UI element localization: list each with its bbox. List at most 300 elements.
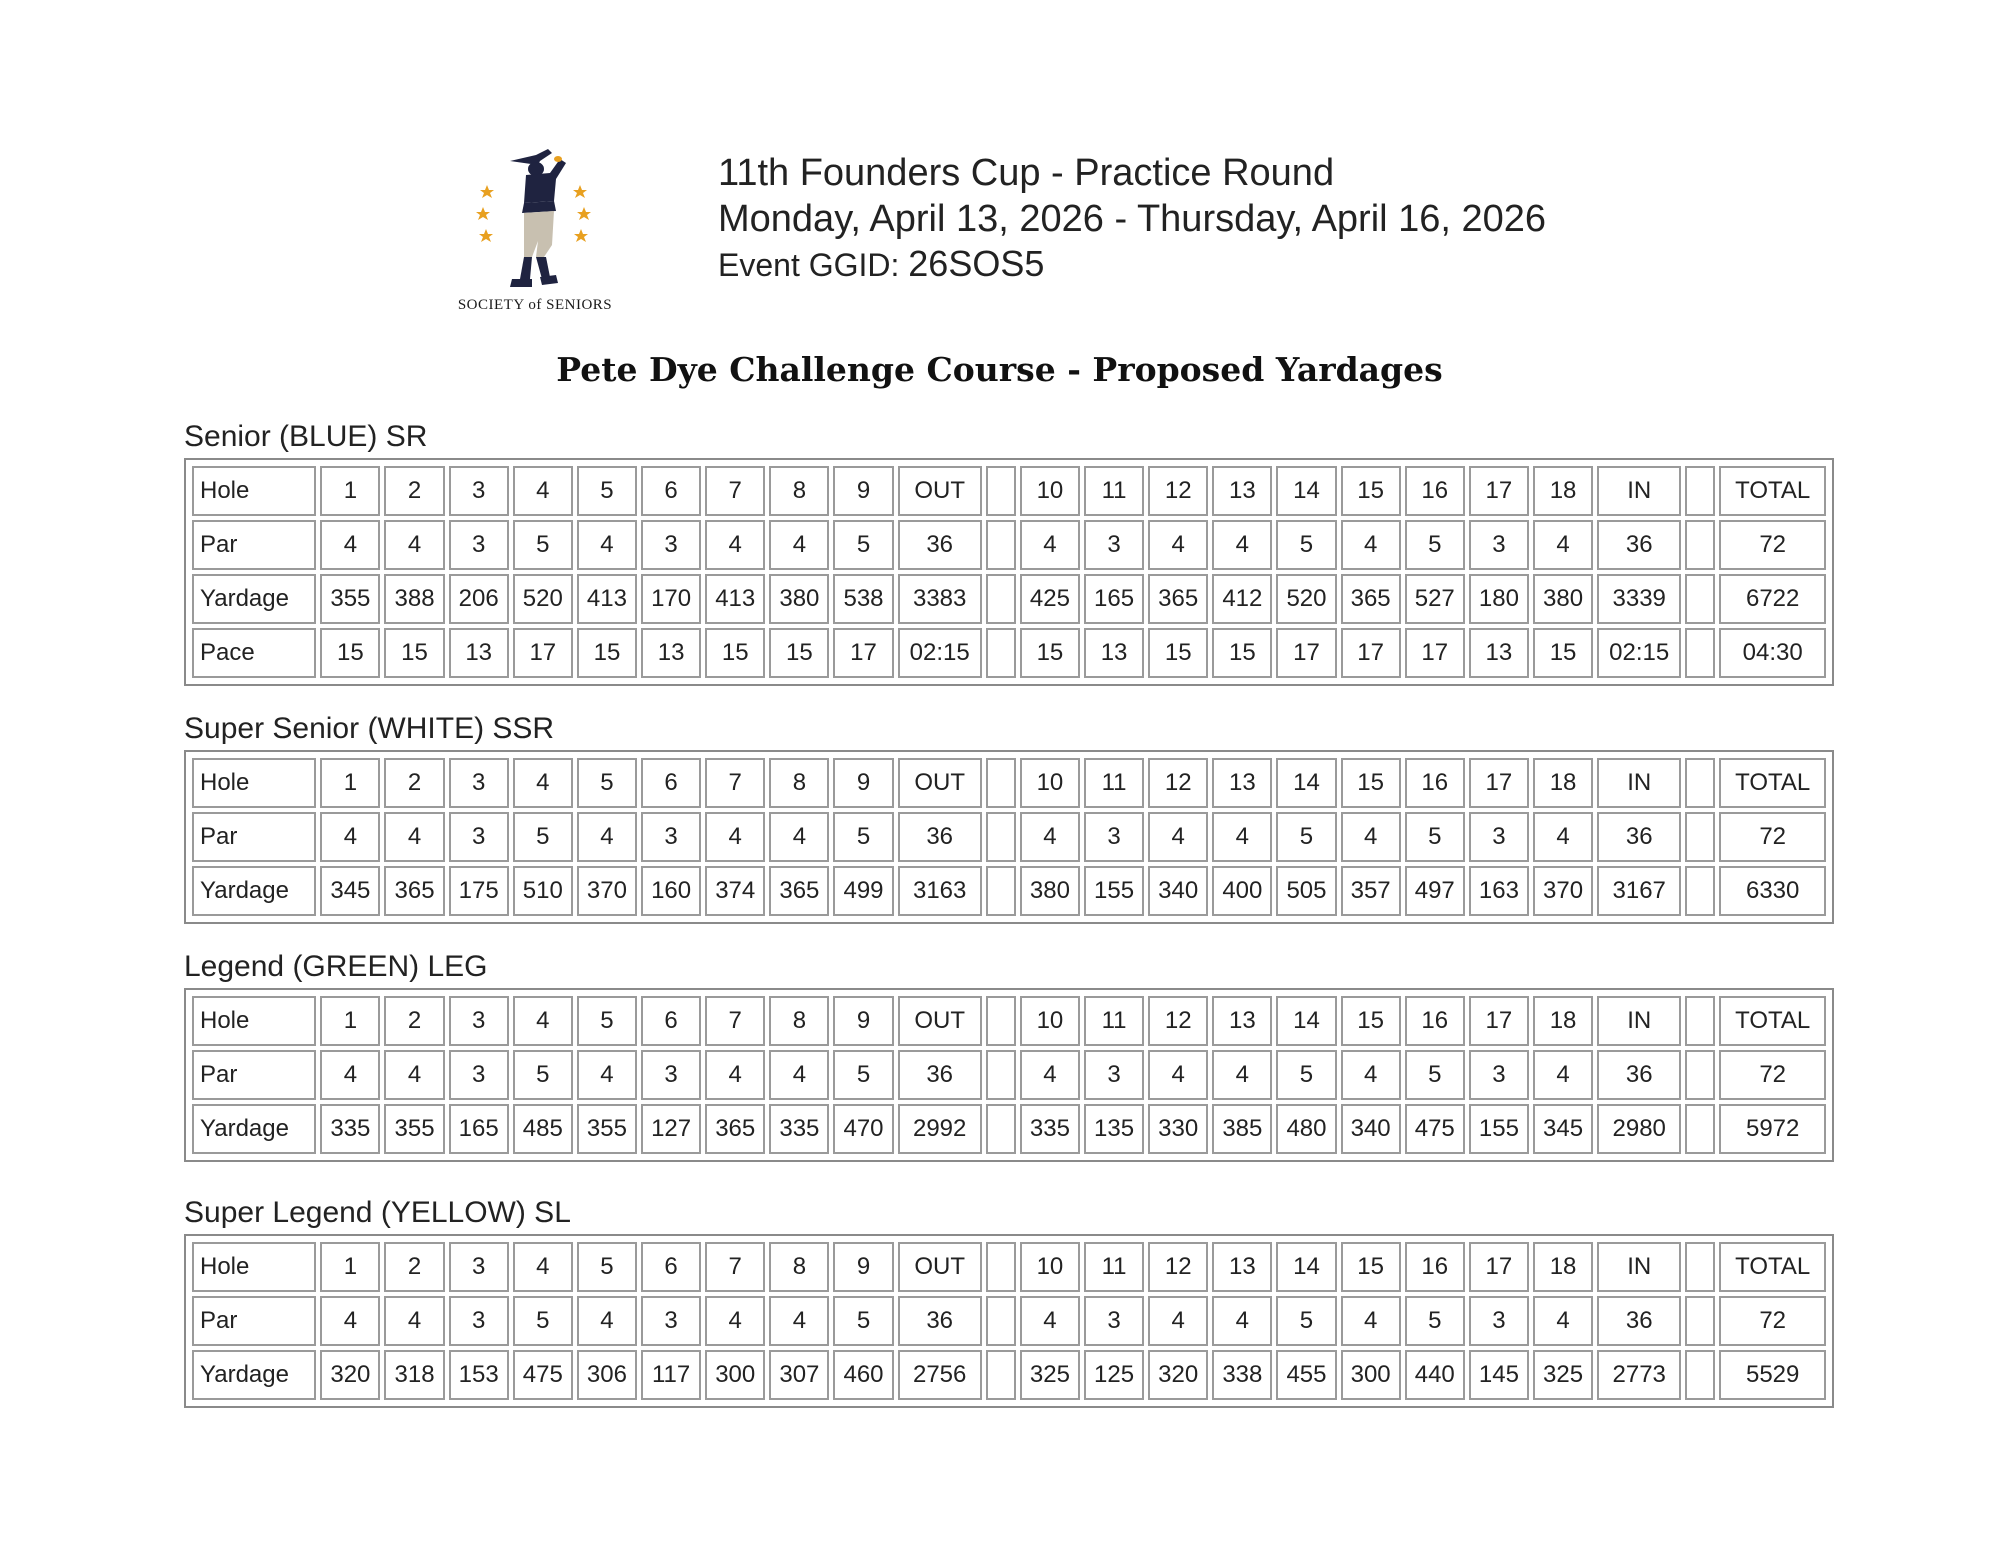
hole-cell: 475 — [1405, 1104, 1465, 1154]
row-label-cell: Par — [192, 1296, 316, 1346]
hole-cell: 5 — [1276, 1050, 1336, 1100]
spacer-cell — [986, 628, 1016, 678]
total-cell: TOTAL — [1719, 1242, 1826, 1292]
out-cell: OUT — [898, 466, 982, 516]
hole-cell: 5 — [833, 1296, 893, 1346]
hole-cell: 15 — [1341, 758, 1401, 808]
row-label-cell: Yardage — [192, 866, 316, 916]
scorecard-table — [188, 992, 1830, 1158]
hole-cell: 318 — [384, 1350, 444, 1400]
hole-cell: 4 — [1341, 520, 1401, 570]
golfer-icon — [440, 145, 630, 295]
section-title: Super Legend (YELLOW) SL — [184, 1196, 571, 1229]
table-row — [192, 1104, 1826, 1154]
scorecard-table-frame — [184, 458, 1834, 686]
row-label-cell: Par — [192, 1050, 316, 1100]
hole-cell: 3 — [1084, 812, 1144, 862]
hole-cell: 15 — [705, 628, 765, 678]
spacer-cell — [986, 466, 1016, 516]
hole-cell: 4 — [1341, 1050, 1401, 1100]
hole-cell: 4 — [705, 812, 765, 862]
hole-cell: 4 — [705, 520, 765, 570]
hole-cell: 4 — [513, 758, 573, 808]
hole-cell: 4 — [1148, 520, 1208, 570]
hole-cell: 11 — [1084, 1242, 1144, 1292]
hole-cell: 3 — [1469, 1050, 1529, 1100]
hole-cell: 4 — [513, 466, 573, 516]
total-cell: 72 — [1719, 1050, 1826, 1100]
hole-cell: 165 — [449, 1104, 509, 1154]
spacer-cell — [1685, 866, 1715, 916]
in-cell: 02:15 — [1597, 628, 1681, 678]
out-cell: 3163 — [898, 866, 982, 916]
table-row — [192, 574, 1826, 624]
row-label-cell: Hole — [192, 758, 316, 808]
row-label-cell: Par — [192, 520, 316, 570]
hole-cell: 16 — [1405, 758, 1465, 808]
in-cell: IN — [1597, 466, 1681, 516]
hole-cell: 15 — [1212, 628, 1272, 678]
row-label-cell: Hole — [192, 466, 316, 516]
hole-cell: 10 — [1020, 466, 1080, 516]
hole-cell: 1 — [320, 996, 380, 1046]
scorecard-table — [188, 1238, 1830, 1404]
hole-cell: 175 — [449, 866, 509, 916]
hole-cell: 340 — [1148, 866, 1208, 916]
spacer-cell — [986, 996, 1016, 1046]
hole-cell: 6 — [641, 996, 701, 1046]
hole-cell: 14 — [1276, 1242, 1336, 1292]
hole-cell: 4 — [513, 996, 573, 1046]
hole-cell: 163 — [1469, 866, 1529, 916]
hole-cell: 17 — [1276, 628, 1336, 678]
hole-cell: 2 — [384, 996, 444, 1046]
out-cell: 36 — [898, 520, 982, 570]
in-cell: 2980 — [1597, 1104, 1681, 1154]
hole-cell: 413 — [577, 574, 637, 624]
hole-cell: 520 — [513, 574, 573, 624]
hole-cell: 499 — [833, 866, 893, 916]
hole-cell: 4 — [1212, 1296, 1272, 1346]
hole-cell: 5 — [577, 1242, 637, 1292]
hole-cell: 3 — [449, 466, 509, 516]
hole-cell: 4 — [1533, 1050, 1593, 1100]
hole-cell: 17 — [1405, 628, 1465, 678]
hole-cell: 527 — [1405, 574, 1465, 624]
out-cell: 36 — [898, 1296, 982, 1346]
in-cell: 36 — [1597, 812, 1681, 862]
spacer-cell — [986, 1104, 1016, 1154]
row-label-cell: Yardage — [192, 1104, 316, 1154]
hole-cell: 4 — [1533, 520, 1593, 570]
hole-cell: 4 — [384, 812, 444, 862]
hole-cell: 5 — [577, 466, 637, 516]
hole-cell: 5 — [1405, 812, 1465, 862]
spacer-cell — [1685, 466, 1715, 516]
hole-cell: 4 — [1212, 1050, 1272, 1100]
hole-cell: 4 — [1341, 1296, 1401, 1346]
hole-cell: 8 — [769, 1242, 829, 1292]
hole-cell: 3 — [449, 758, 509, 808]
out-cell: 2756 — [898, 1350, 982, 1400]
scorecard-table — [188, 754, 1830, 920]
table-row — [192, 1296, 1826, 1346]
hole-cell: 11 — [1084, 758, 1144, 808]
hole-cell: 5 — [577, 758, 637, 808]
hole-cell: 17 — [1469, 758, 1529, 808]
hole-cell: 300 — [1341, 1350, 1401, 1400]
total-cell: 5972 — [1719, 1104, 1826, 1154]
in-cell: 2773 — [1597, 1350, 1681, 1400]
row-label-cell: Par — [192, 812, 316, 862]
hole-cell: 5 — [513, 812, 573, 862]
table-row — [192, 1050, 1826, 1100]
hole-cell: 340 — [1341, 1104, 1401, 1154]
spacer-cell — [1685, 1296, 1715, 1346]
hole-cell: 15 — [1341, 996, 1401, 1046]
hole-cell: 13 — [1212, 996, 1272, 1046]
scorecard-table-frame — [184, 750, 1834, 924]
out-cell: 2992 — [898, 1104, 982, 1154]
hole-cell: 9 — [833, 996, 893, 1046]
row-label-cell: Hole — [192, 1242, 316, 1292]
hole-cell: 3 — [449, 996, 509, 1046]
spacer-cell — [1685, 1242, 1715, 1292]
hole-cell: 6 — [641, 1242, 701, 1292]
hole-cell: 3 — [1469, 812, 1529, 862]
spacer-cell — [986, 758, 1016, 808]
scorecard-section — [184, 710, 1834, 924]
spacer-cell — [986, 1296, 1016, 1346]
hole-cell: 538 — [833, 574, 893, 624]
hole-cell: 3 — [1469, 520, 1529, 570]
hole-cell: 475 — [513, 1350, 573, 1400]
hole-cell: 365 — [384, 866, 444, 916]
spacer-cell — [1685, 520, 1715, 570]
hole-cell: 18 — [1533, 1242, 1593, 1292]
hole-cell: 16 — [1405, 1242, 1465, 1292]
table-row — [192, 812, 1826, 862]
hole-cell: 4 — [769, 812, 829, 862]
hole-cell: 7 — [705, 466, 765, 516]
hole-cell: 15 — [320, 628, 380, 678]
hole-cell: 15 — [1533, 628, 1593, 678]
in-cell: IN — [1597, 758, 1681, 808]
row-label-cell: Yardage — [192, 1350, 316, 1400]
hole-cell: 413 — [705, 574, 765, 624]
hole-cell: 7 — [705, 1242, 765, 1292]
hole-cell: 4 — [769, 1296, 829, 1346]
hole-cell: 4 — [1341, 812, 1401, 862]
hole-cell: 10 — [1020, 1242, 1080, 1292]
hole-cell: 15 — [577, 628, 637, 678]
hole-cell: 145 — [1469, 1350, 1529, 1400]
hole-cell: 4 — [320, 1296, 380, 1346]
hole-cell: 7 — [705, 996, 765, 1046]
hole-cell: 165 — [1084, 574, 1144, 624]
hole-cell: 8 — [769, 466, 829, 516]
spacer-cell — [986, 812, 1016, 862]
hole-cell: 18 — [1533, 466, 1593, 516]
hole-cell: 330 — [1148, 1104, 1208, 1154]
hole-cell: 365 — [705, 1104, 765, 1154]
hole-cell: 455 — [1276, 1350, 1336, 1400]
out-cell: OUT — [898, 996, 982, 1046]
spacer-cell — [986, 1350, 1016, 1400]
hole-cell: 4 — [320, 812, 380, 862]
hole-cell: 3 — [641, 1050, 701, 1100]
in-cell: 36 — [1597, 1296, 1681, 1346]
out-cell: 3383 — [898, 574, 982, 624]
total-cell: 72 — [1719, 520, 1826, 570]
hole-cell: 388 — [384, 574, 444, 624]
hole-cell: 3 — [449, 520, 509, 570]
hole-cell: 206 — [449, 574, 509, 624]
hole-cell: 16 — [1405, 996, 1465, 1046]
event-ggid — [718, 242, 1546, 287]
hole-cell: 300 — [705, 1350, 765, 1400]
hole-cell: 15 — [1148, 628, 1208, 678]
hole-cell: 3 — [1084, 520, 1144, 570]
hole-cell: 9 — [833, 758, 893, 808]
hole-cell: 307 — [769, 1350, 829, 1400]
event-title: 11th Founders Cup - Practice Round — [718, 152, 1335, 194]
hole-cell: 3 — [1084, 1050, 1144, 1100]
hole-cell: 4 — [577, 812, 637, 862]
hole-cell: 14 — [1276, 758, 1336, 808]
hole-cell: 17 — [833, 628, 893, 678]
hole-cell: 15 — [384, 628, 444, 678]
in-cell: 3167 — [1597, 866, 1681, 916]
hole-cell: 11 — [1084, 466, 1144, 516]
hole-cell: 15 — [1341, 466, 1401, 516]
hole-cell: 370 — [1533, 866, 1593, 916]
section-title: Senior (BLUE) SR — [184, 420, 428, 453]
scorecard-table-frame — [184, 988, 1834, 1162]
hole-cell: 335 — [769, 1104, 829, 1154]
hole-cell: 13 — [1212, 1242, 1272, 1292]
hole-cell: 9 — [833, 1242, 893, 1292]
table-row — [192, 466, 1826, 516]
hole-cell: 17 — [1469, 1242, 1529, 1292]
hole-cell: 13 — [641, 628, 701, 678]
out-cell: 36 — [898, 1050, 982, 1100]
hole-cell: 3 — [1084, 1296, 1144, 1346]
hole-cell: 3 — [641, 520, 701, 570]
scorecard-section — [184, 948, 1834, 1162]
hole-cell: 380 — [1533, 574, 1593, 624]
hole-cell: 2 — [384, 466, 444, 516]
hole-cell: 4 — [1020, 1050, 1080, 1100]
hole-cell: 4 — [513, 1242, 573, 1292]
hole-cell: 13 — [1469, 628, 1529, 678]
hole-cell: 306 — [577, 1350, 637, 1400]
hole-cell: 5 — [1276, 520, 1336, 570]
hole-cell: 425 — [1020, 574, 1080, 624]
hole-cell: 4 — [1020, 1296, 1080, 1346]
hole-cell: 4 — [320, 1050, 380, 1100]
total-cell: TOTAL — [1719, 758, 1826, 808]
hole-cell: 17 — [1469, 996, 1529, 1046]
spacer-cell — [1685, 758, 1715, 808]
hole-cell: 4 — [1020, 812, 1080, 862]
hole-cell: 9 — [833, 466, 893, 516]
spacer-cell — [1685, 1050, 1715, 1100]
row-label-cell: Pace — [192, 628, 316, 678]
hole-cell: 380 — [769, 574, 829, 624]
table-row — [192, 1242, 1826, 1292]
hole-cell: 4 — [577, 520, 637, 570]
hole-cell: 5 — [1405, 1050, 1465, 1100]
hole-cell: 4 — [1148, 812, 1208, 862]
scorecard-table-frame — [184, 1234, 1834, 1408]
hole-cell: 325 — [1020, 1350, 1080, 1400]
hole-cell: 335 — [320, 1104, 380, 1154]
hole-cell: 12 — [1148, 996, 1208, 1046]
hole-cell: 485 — [513, 1104, 573, 1154]
hole-cell: 5 — [1405, 520, 1465, 570]
spacer-cell — [986, 866, 1016, 916]
hole-cell: 4 — [577, 1050, 637, 1100]
hole-cell: 4 — [384, 1296, 444, 1346]
hole-cell: 497 — [1405, 866, 1465, 916]
table-row — [192, 996, 1826, 1046]
hole-cell: 1 — [320, 1242, 380, 1292]
hole-cell: 153 — [449, 1350, 509, 1400]
hole-cell: 365 — [1341, 574, 1401, 624]
hole-cell: 470 — [833, 1104, 893, 1154]
scorecard-section — [184, 1194, 1834, 1408]
hole-cell: 11 — [1084, 996, 1144, 1046]
row-label-cell: Yardage — [192, 574, 316, 624]
hole-cell: 4 — [1533, 812, 1593, 862]
spacer-cell — [1685, 574, 1715, 624]
hole-cell: 3 — [449, 1050, 509, 1100]
hole-cell: 4 — [1020, 520, 1080, 570]
hole-cell: 5 — [1276, 1296, 1336, 1346]
hole-cell: 180 — [1469, 574, 1529, 624]
hole-cell: 15 — [769, 628, 829, 678]
hole-cell: 14 — [1276, 466, 1336, 516]
hole-cell: 4 — [577, 1296, 637, 1346]
spacer-cell — [1685, 1104, 1715, 1154]
hole-cell: 2 — [384, 758, 444, 808]
total-cell: 04:30 — [1719, 628, 1826, 678]
hole-cell: 355 — [320, 574, 380, 624]
hole-cell: 10 — [1020, 758, 1080, 808]
hole-cell: 4 — [705, 1050, 765, 1100]
hole-cell: 4 — [1212, 812, 1272, 862]
out-cell: 36 — [898, 812, 982, 862]
spacer-cell — [986, 574, 1016, 624]
hole-cell: 13 — [1084, 628, 1144, 678]
ggid-label: Event GGID: — [718, 247, 900, 283]
ggid-value: 26SOS5 — [908, 243, 1045, 284]
out-cell: OUT — [898, 758, 982, 808]
spacer-cell — [1685, 996, 1715, 1046]
hole-cell: 365 — [1148, 574, 1208, 624]
hole-cell: 365 — [769, 866, 829, 916]
event-header — [718, 150, 1546, 287]
hole-cell: 125 — [1084, 1350, 1144, 1400]
hole-cell: 4 — [384, 520, 444, 570]
hole-cell: 3 — [1469, 1296, 1529, 1346]
out-cell: 02:15 — [898, 628, 982, 678]
in-cell: IN — [1597, 996, 1681, 1046]
hole-cell: 160 — [641, 866, 701, 916]
in-cell: 3339 — [1597, 574, 1681, 624]
hole-cell: 127 — [641, 1104, 701, 1154]
hole-cell: 135 — [1084, 1104, 1144, 1154]
hole-cell: 4 — [769, 520, 829, 570]
hole-cell: 5 — [577, 996, 637, 1046]
hole-cell: 374 — [705, 866, 765, 916]
total-cell: 72 — [1719, 1296, 1826, 1346]
logo-text: SOCIETY of SENIORS — [457, 297, 613, 313]
section-title: Super Senior (WHITE) SSR — [184, 712, 555, 745]
table-row — [192, 520, 1826, 570]
hole-cell: 13 — [1212, 466, 1272, 516]
hole-cell: 355 — [577, 1104, 637, 1154]
hole-cell: 510 — [513, 866, 573, 916]
hole-cell: 335 — [1020, 1104, 1080, 1154]
hole-cell: 5 — [833, 520, 893, 570]
hole-cell: 17 — [1469, 466, 1529, 516]
hole-cell: 385 — [1212, 1104, 1272, 1154]
hole-cell: 460 — [833, 1350, 893, 1400]
hole-cell: 4 — [1148, 1296, 1208, 1346]
hole-cell: 320 — [1148, 1350, 1208, 1400]
hole-cell: 3 — [449, 812, 509, 862]
hole-cell: 1 — [320, 758, 380, 808]
hole-cell: 412 — [1212, 574, 1272, 624]
hole-cell: 5 — [513, 520, 573, 570]
hole-cell: 5 — [1276, 812, 1336, 862]
hole-cell: 357 — [1341, 866, 1401, 916]
table-row — [192, 866, 1826, 916]
hole-cell: 170 — [641, 574, 701, 624]
total-cell: TOTAL — [1719, 466, 1826, 516]
hole-cell: 3 — [449, 1242, 509, 1292]
hole-cell: 3 — [641, 812, 701, 862]
hole-cell: 3 — [641, 1296, 701, 1346]
hole-cell: 18 — [1533, 996, 1593, 1046]
spacer-cell — [1685, 628, 1715, 678]
scorecard-section — [184, 418, 1834, 686]
hole-cell: 5 — [1405, 1296, 1465, 1346]
total-cell: TOTAL — [1719, 996, 1826, 1046]
hole-cell: 4 — [769, 1050, 829, 1100]
hole-cell: 325 — [1533, 1350, 1593, 1400]
hole-cell: 12 — [1148, 1242, 1208, 1292]
hole-cell: 6 — [641, 758, 701, 808]
society-of-seniors-logo — [440, 145, 630, 325]
total-cell: 5529 — [1719, 1350, 1826, 1400]
total-cell: 6722 — [1719, 574, 1826, 624]
hole-cell: 15 — [1020, 628, 1080, 678]
hole-cell: 17 — [513, 628, 573, 678]
hole-cell: 355 — [384, 1104, 444, 1154]
hole-cell: 345 — [1533, 1104, 1593, 1154]
out-cell: OUT — [898, 1242, 982, 1292]
hole-cell: 13 — [449, 628, 509, 678]
page-title: Pete Dye Challenge Course - Proposed Yardages — [556, 350, 1443, 389]
hole-cell: 400 — [1212, 866, 1272, 916]
hole-cell: 480 — [1276, 1104, 1336, 1154]
hole-cell: 2 — [384, 1242, 444, 1292]
hole-cell: 7 — [705, 758, 765, 808]
hole-cell: 15 — [1341, 1242, 1401, 1292]
